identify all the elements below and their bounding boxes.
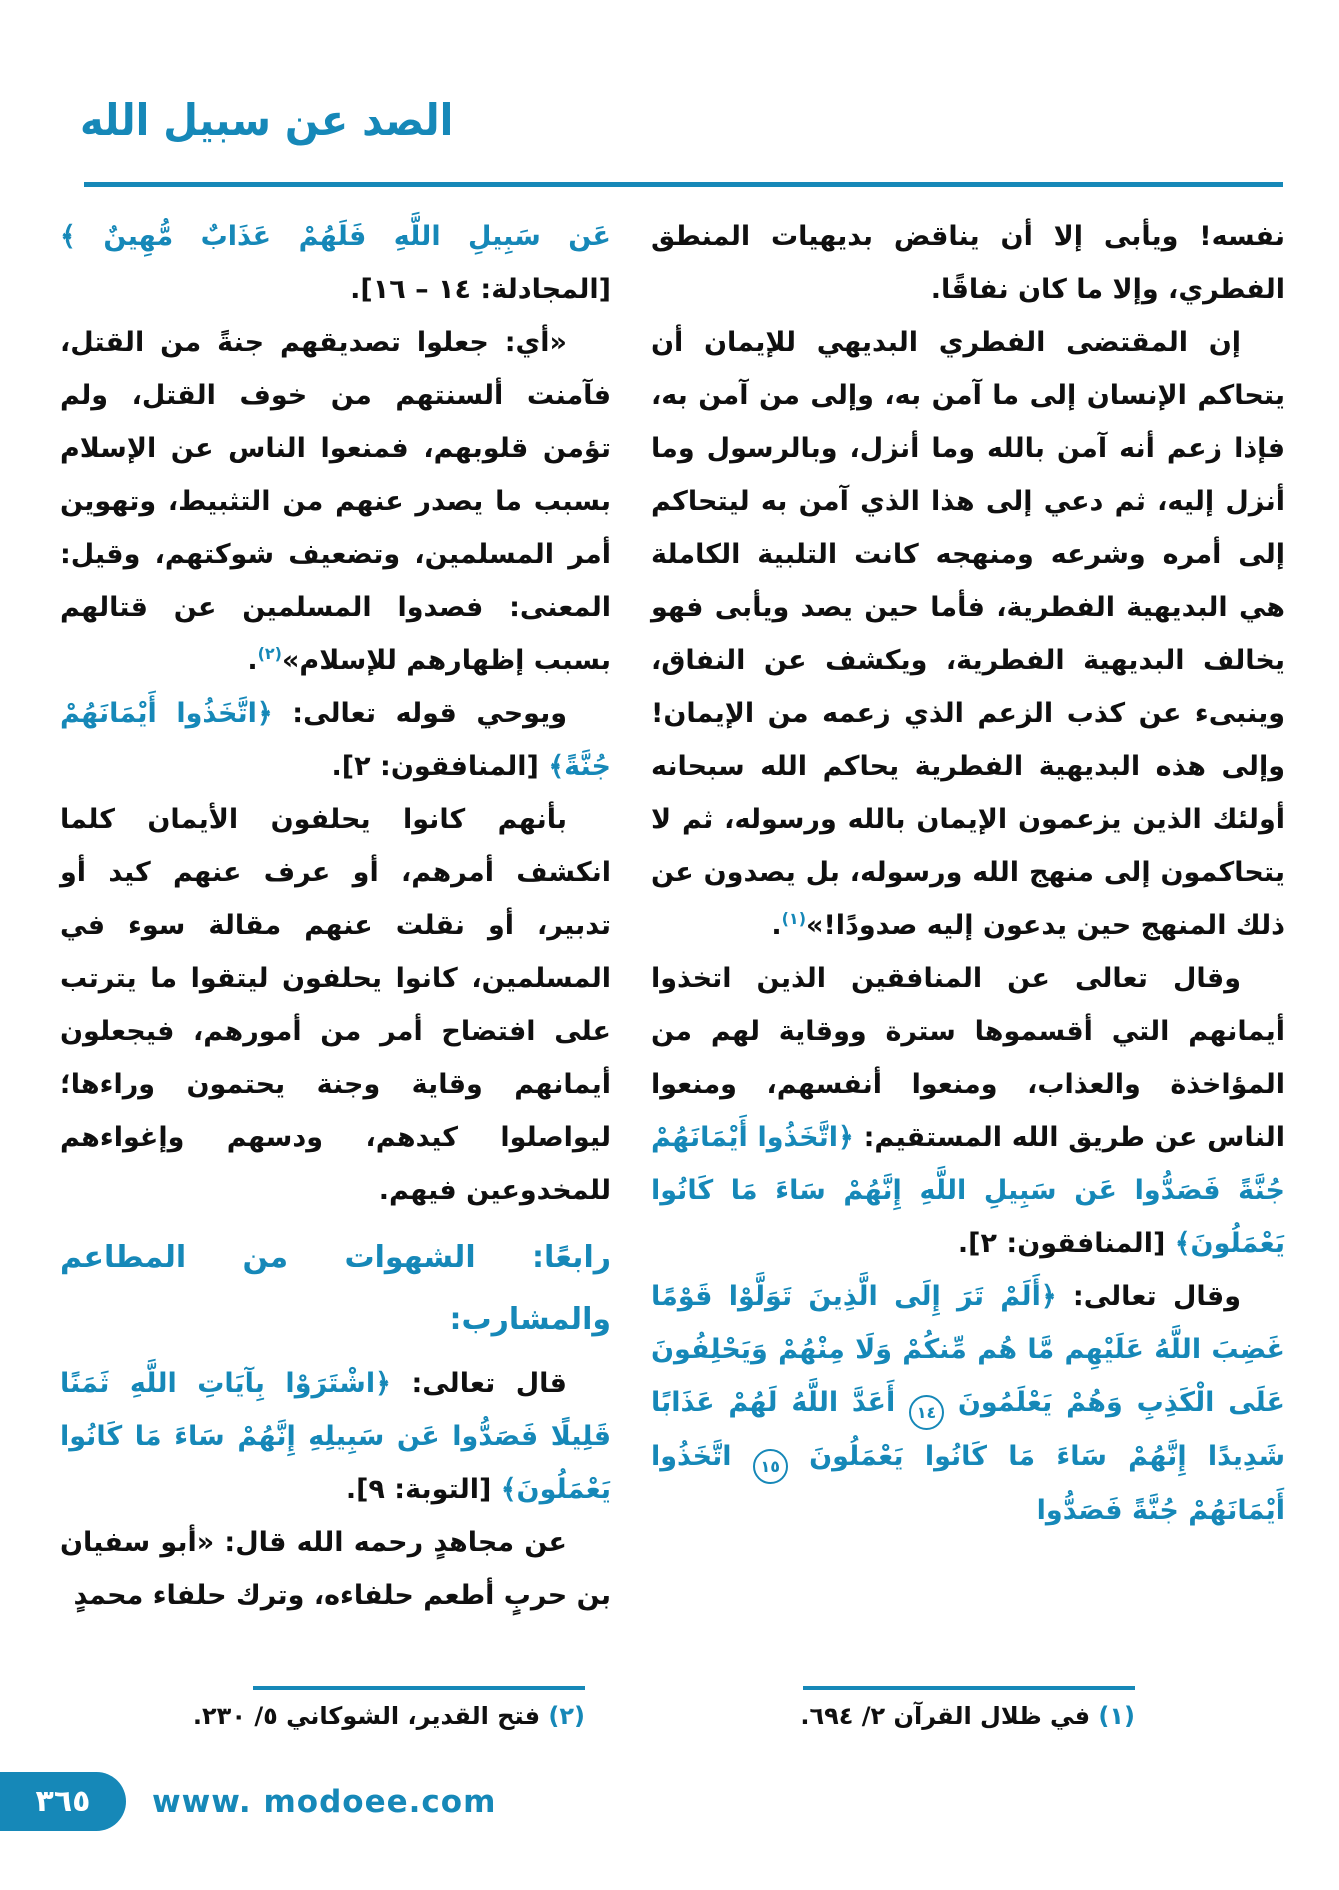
paragraph bbox=[60, 687, 611, 793]
body-text: عن مجاهدٍ رحمه الله قال: «أبو سفيان بن حربٍ أطعم حلفاءه، وترك حلفاء محمدٍ bbox=[60, 1527, 611, 1611]
column-left bbox=[60, 210, 611, 1622]
paragraph bbox=[60, 1516, 611, 1622]
paragraph bbox=[651, 210, 1285, 316]
quran-verse: أَعَدَّ اللَّهُ لَهُمْ عَذَابًا شَدِيدًا إِنَّهُمْ سَاءَ مَا كَانُوا يَعْمَلُونَ bbox=[651, 1387, 1285, 1472]
section-heading bbox=[60, 1227, 611, 1351]
paragraph bbox=[60, 316, 611, 687]
body-text: وقال تعالى عن المنافقين الذين اتخذوا أيمانهم التي أقسموها سترة ووقاية لهم من المؤاخذة والعذاب، ومنعوا أنفسهم، ومنعوا الناس عن طريق الله المستقيم: bbox=[651, 963, 1285, 1153]
text-columns bbox=[0, 210, 1339, 1622]
body-text: [المجادلة: ١٤ – ١٦]. bbox=[350, 274, 611, 305]
footnote-number: (١) bbox=[1098, 1702, 1135, 1730]
footnote-source: في ظلال القرآن ٢/ ٦٩٤. bbox=[800, 1702, 1091, 1730]
quran-verse: ﴿أَلَمْ تَرَ إِلَى الَّذِينَ تَوَلَّوْا قَوْمًا غَضِبَ اللَّهُ عَلَيْهِم مَّا هُم مِّنكُمْ وَلَا مِنْهُمْ وَيَحْلِفُونَ عَلَى الْكَذِبِ وَهُمْ يَعْلَمُونَ bbox=[651, 1281, 1285, 1418]
body-text: «أي: جعلوا تصديقهم جنةً من القتل، فآمنت ألسنتهم من خوف القتل، ولم تؤمن قلوبهم، فمنعوا الناس عن الإسلام بسبب ما يصدر عنهم من التثبيط، وتهوين أمر المسلمين، وتضعيف شوكتهم، وقيل: المعنى: فصدوا المسلمين عن قتالهم بسبب إظهارهم للإسلام» bbox=[60, 327, 611, 676]
footnote-text bbox=[192, 1702, 585, 1730]
page-number-badge bbox=[0, 1772, 126, 1831]
quran-verse: عَن سَبِيلِ اللَّهِ فَلَهُمْ عَذَابٌ مُّهِينٌ ﴾ bbox=[60, 221, 611, 252]
ayah-number: ١٥ bbox=[753, 1449, 788, 1484]
footnote-marker: (١) bbox=[781, 909, 806, 928]
paragraph bbox=[651, 952, 1285, 1270]
body-text: ويوحي قوله تعالى: bbox=[272, 698, 567, 729]
paragraph bbox=[651, 1270, 1285, 1537]
footnote-source: فتح القدير، الشوكاني ٥/ ٢٣٠. bbox=[192, 1702, 541, 1730]
quran-verse: اتَّخَذُوا أَيْمَانَهُمْ جُنَّةً فَصَدُّوا bbox=[651, 1441, 1285, 1526]
chapter-title: الصد عن سبيل الله bbox=[80, 96, 454, 146]
footnote-column-left bbox=[60, 1686, 611, 1730]
footnote-divider bbox=[803, 1686, 1135, 1690]
paragraph bbox=[60, 1357, 611, 1516]
body-text: وقال تعالى: bbox=[1056, 1281, 1241, 1312]
section-heading-line: رابعًا: الشهوات من المطاعم bbox=[60, 1240, 611, 1275]
body-text: نفسه! ويأبى إلا أن يناقض بديهيات المنطق الفطري، وإلا ما كان نفاقًا. bbox=[651, 221, 1285, 305]
quran-verse: ﴿اشْتَرَوْا بِآيَاتِ اللَّهِ ثَمَنًا قَلِيلًا فَصَدُّوا عَن سَبِيلِهِ إِنَّهُمْ سَاءَ مَا كَانُوا يَعْمَلُونَ﴾ bbox=[60, 1368, 611, 1505]
body-text: . bbox=[247, 645, 258, 676]
body-text: . bbox=[771, 910, 782, 941]
header-rule bbox=[84, 182, 1283, 187]
ayah-number: ١٤ bbox=[909, 1395, 944, 1430]
body-text: [التوبة: ٩]. bbox=[345, 1474, 501, 1505]
body-text: بأنهم كانوا يحلفون الأيمان كلما انكشف أمرهم، أو عرف عنهم كيد أو تدبير، أو نقلت عنهم مقالة سوء في المسلمين، كانوا يحلفون ليتقوا ما يترتب على افتضاح أمر من أمورهم، فيجعلون أيمانهم وقاية وجنة يحتمون وراءها؛ ليواصلوا كيدهم، ودسهم وإغواءهم للمخدوعين فيهم. bbox=[60, 804, 611, 1206]
footnote-number: (٢) bbox=[548, 1702, 585, 1730]
footnote-text bbox=[800, 1702, 1135, 1730]
footnote-divider bbox=[253, 1686, 585, 1690]
paragraph bbox=[60, 210, 611, 316]
footnote-1 bbox=[800, 1686, 1135, 1730]
website-link[interactable]: www. modoee.com bbox=[152, 1784, 497, 1820]
footnote-marker: (٢) bbox=[257, 644, 282, 663]
footnote-column-right bbox=[651, 1686, 1285, 1730]
quran-verse: ﴿اتَّخَذُوا أَيْمَانَهُمْ جُنَّةً فَصَدُّوا عَن سَبِيلِ اللَّهِ إِنَّهُمْ سَاءَ مَا كَانُوا يَعْمَلُونَ﴾ bbox=[651, 1122, 1285, 1259]
page-number: ٣٦٥ bbox=[35, 1784, 91, 1819]
column-right bbox=[651, 210, 1285, 1622]
footnote-2 bbox=[192, 1686, 585, 1730]
body-text: إن المقتضى الفطري البديهي للإيمان أن يتحاكم الإنسان إلى ما آمن به، وإلى من آمن به، فإذا زعم أنه آمن بالله وما أنزل، وبالرسول وما أنزل إليه، ثم دعي إلى هذا الذي آمن به ليتحاكم إلى أمره وشرعه ومنهجه كانت التلبية الكاملة هي البديهية الفطرية، فأما حين يصد ويأبى فهو يخالف البديهية الفطرية، ويكشف عن النفاق، وينبىء عن كذب الزعم الذي زعمه من الإيمان! وإلى هذه البديهية الفطرية يحاكم الله سبحانه أولئك الذين يزعمون الإيمان بالله ورسوله، ثم لا يتحاكمون إلى منهج الله ورسوله، بل يصدون عن ذلك المنهج حين يدعون إليه صدودًا!» bbox=[651, 327, 1285, 941]
section-heading-line: والمشارب: bbox=[449, 1302, 611, 1337]
body-text: [المنافقون: ٢]. bbox=[331, 751, 549, 782]
body-text: قال تعالى: bbox=[390, 1368, 567, 1399]
body-text: [المنافقون: ٢]. bbox=[957, 1228, 1175, 1259]
paragraph bbox=[60, 793, 611, 1217]
footnotes-area bbox=[0, 1686, 1339, 1730]
quran-verse: ﴿اتَّخَذُوا أَيْمَانَهُمْ جُنَّةً﴾ bbox=[60, 698, 611, 782]
paragraph bbox=[651, 316, 1285, 952]
